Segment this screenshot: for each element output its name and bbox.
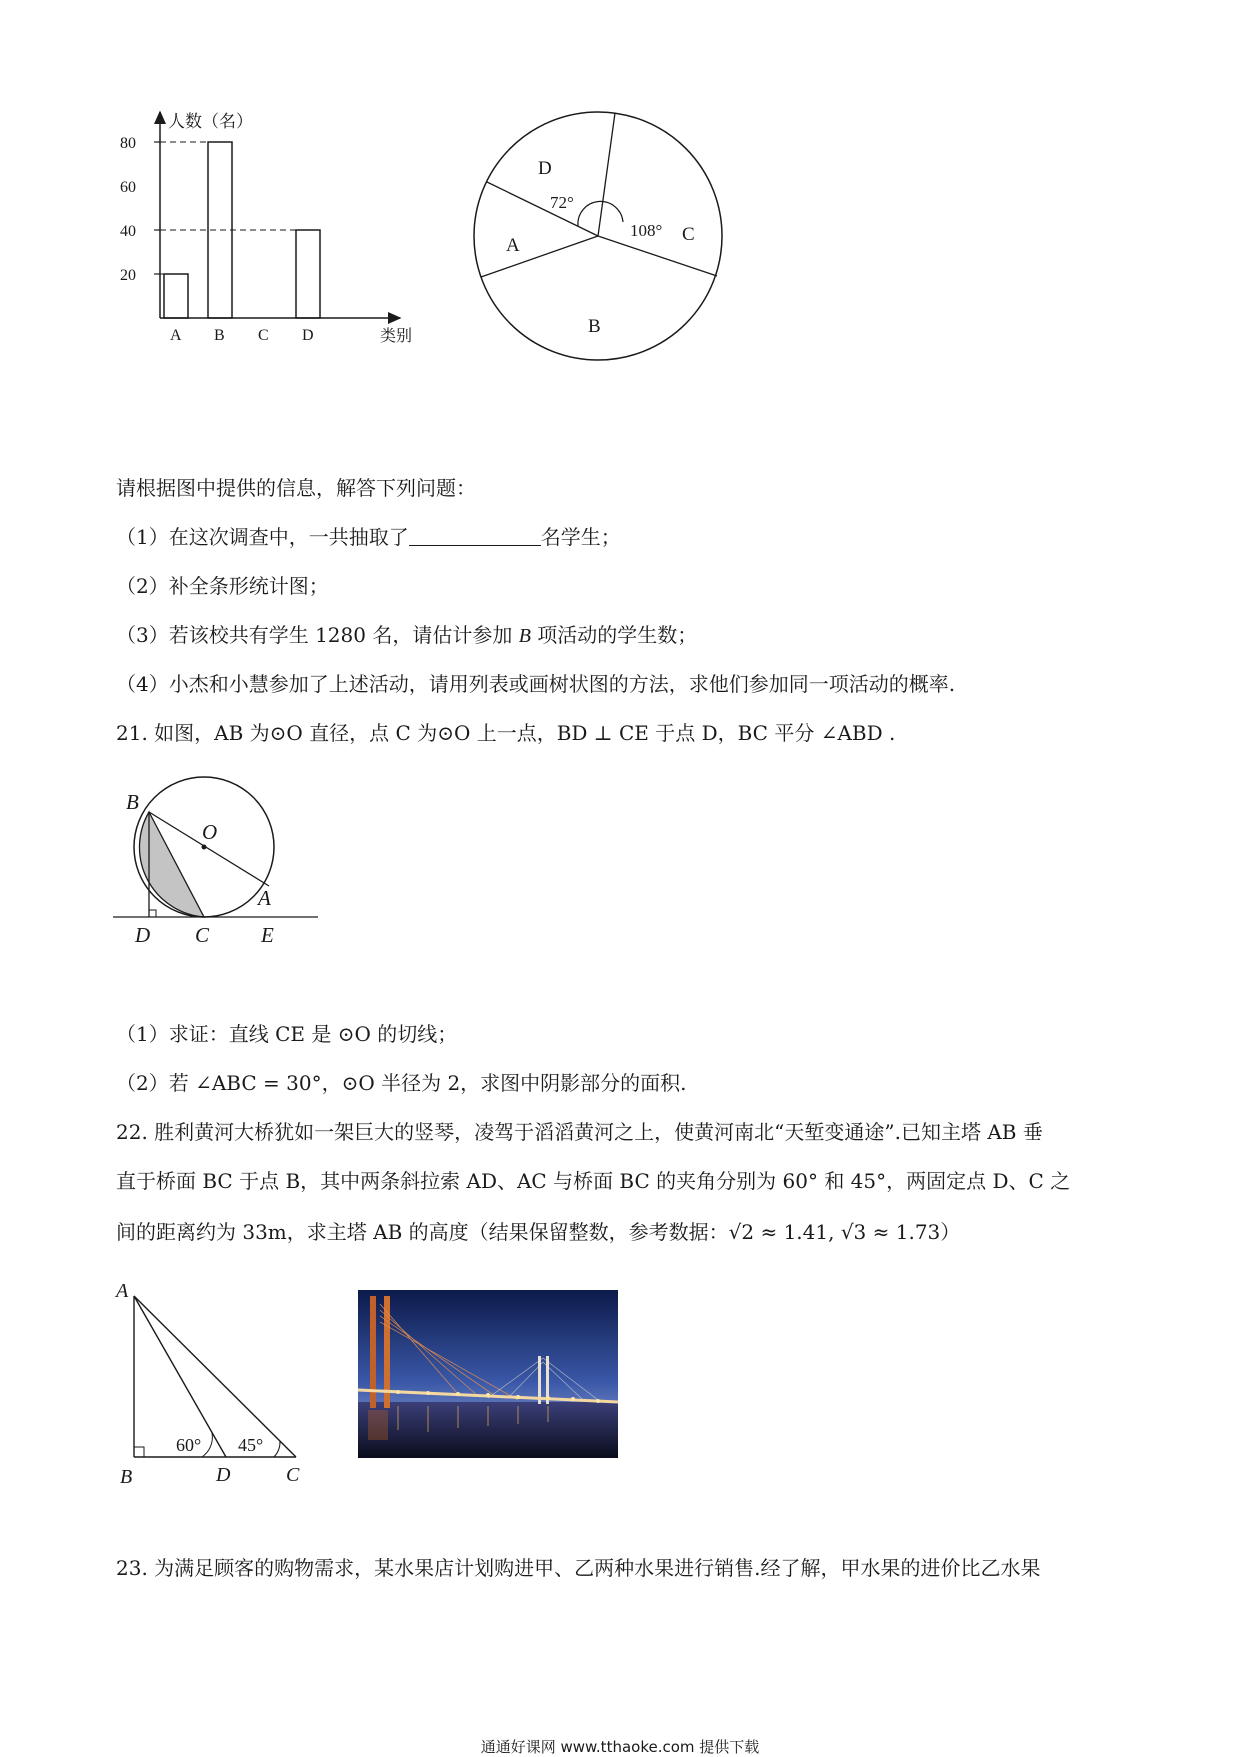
x-axis-label: 类别 — [380, 328, 413, 345]
q22-line1: 22. 胜利黄河大桥犹如一架巨大的竖琴，凌驾于滔滔黄河之上，使黄河南北“天堑变通途”.已知主塔 AB 垂 — [116, 1120, 1043, 1144]
bridge-photo — [358, 1290, 618, 1458]
pie-divider-b-a — [481, 236, 598, 277]
pie-divider-c-b — [598, 236, 717, 276]
pie-divider-a-d — [487, 182, 598, 236]
pie-label-c: C — [682, 224, 695, 245]
pie-label-d: D — [538, 158, 552, 179]
label-a: A — [258, 886, 271, 910]
q21-figure — [108, 755, 328, 955]
x-tick-label-d: D — [302, 327, 314, 344]
q20-part3 — [116, 625, 697, 646]
bar-chart — [110, 100, 440, 400]
pie-angle-c: 108° — [630, 221, 663, 240]
cable-ad — [134, 1296, 226, 1457]
q20-part1 — [116, 527, 621, 547]
right-angle-mark — [134, 1447, 144, 1457]
label-e: E — [261, 923, 274, 947]
q20-part2: （2）补全条形统计图； — [116, 574, 329, 598]
y-tick-label: 20 — [120, 267, 136, 284]
q20-part4: （4）小杰和小慧参加了上述活动，请用列表或画树状图的方法，求他们参加同一项活动的概率. — [116, 672, 956, 696]
pie-chart — [450, 110, 750, 410]
answer-blank — [409, 527, 541, 546]
bar-d — [296, 230, 320, 318]
x-tick-label-b: B — [214, 327, 225, 344]
bar-a — [164, 274, 188, 318]
label-o: O — [202, 820, 218, 844]
pie-label-b: B — [588, 316, 601, 337]
q20-intro: 请根据图中提供的信息，解答下列问题： — [116, 476, 476, 500]
q21-part2: （2）若 ∠ABC = 30°，⊙O 半径为 2，求图中阴影部分的面积. — [116, 1071, 687, 1095]
pie-divider-d-c — [598, 113, 615, 236]
x-tick-label-c: C — [258, 327, 269, 344]
q20-part3-text-a: （3）若该校共有学生 1280 名，请估计参加 — [116, 623, 513, 647]
q22-line3: 间的距离约为 33m，求主塔 AB 的高度（结果保留整数，参考数据：√2 ≈ 1.41, √3 ≈ 1.73） — [116, 1220, 961, 1244]
pie-angle-d: 72° — [550, 193, 574, 212]
label-c: C — [286, 1464, 300, 1486]
label-b: B — [120, 1466, 133, 1488]
label-d: D — [216, 1464, 231, 1486]
q20-part3-text-b: 项活动的学生数； — [537, 623, 698, 647]
angle-arc-45 — [274, 1441, 280, 1457]
angle-60-label: 60° — [176, 1435, 202, 1455]
y-tick-label: 60 — [120, 179, 136, 196]
q20-part3-var: B — [518, 625, 531, 647]
angle-45-label: 45° — [238, 1435, 264, 1455]
right-angle-mark — [149, 910, 156, 917]
label-b: B — [126, 790, 139, 814]
q20-part1-text-b: 名学生； — [540, 525, 621, 549]
q20-part1-text-a: （1）在这次调查中，一共抽取了 — [116, 525, 409, 549]
q22-figure — [108, 1275, 328, 1495]
q21-part1: （1）求证：直线 CE 是 ⊙O 的切线； — [116, 1022, 458, 1046]
label-c: C — [195, 923, 210, 947]
label-a: A — [116, 1280, 129, 1302]
cable-ac — [134, 1296, 296, 1457]
x-tick-label-a: A — [170, 327, 182, 344]
page-footer: 通通好课网 www.tthaoke.com 提供下载 — [480, 1738, 760, 1756]
q22-line2: 直于桥面 BC 于点 B，其中两条斜拉索 AD、AC 与桥面 BC 的夹角分别为 60° 和 45°，两固定点 D、C 之 — [116, 1169, 1071, 1193]
y-tick-label: 40 — [120, 223, 136, 240]
q23-line1: 23. 为满足顾客的购物需求，某水果店计划购进甲、乙两种水果进行销售.经了解，甲水果的进价比乙水果 — [116, 1556, 1041, 1580]
pie-label-a: A — [506, 235, 520, 256]
center-dot — [202, 845, 207, 850]
q21-stem: 21. 如图，AB 为⊙O 直径，点 C 为⊙O 上一点，BD ⊥ CE 于点 D，BC 平分 ∠ABD . — [116, 721, 896, 745]
y-axis-label: 人数（名） — [168, 112, 253, 131]
label-d: D — [135, 923, 151, 947]
y-tick-label: 80 — [120, 135, 136, 152]
angle-arc-60 — [202, 1433, 212, 1457]
